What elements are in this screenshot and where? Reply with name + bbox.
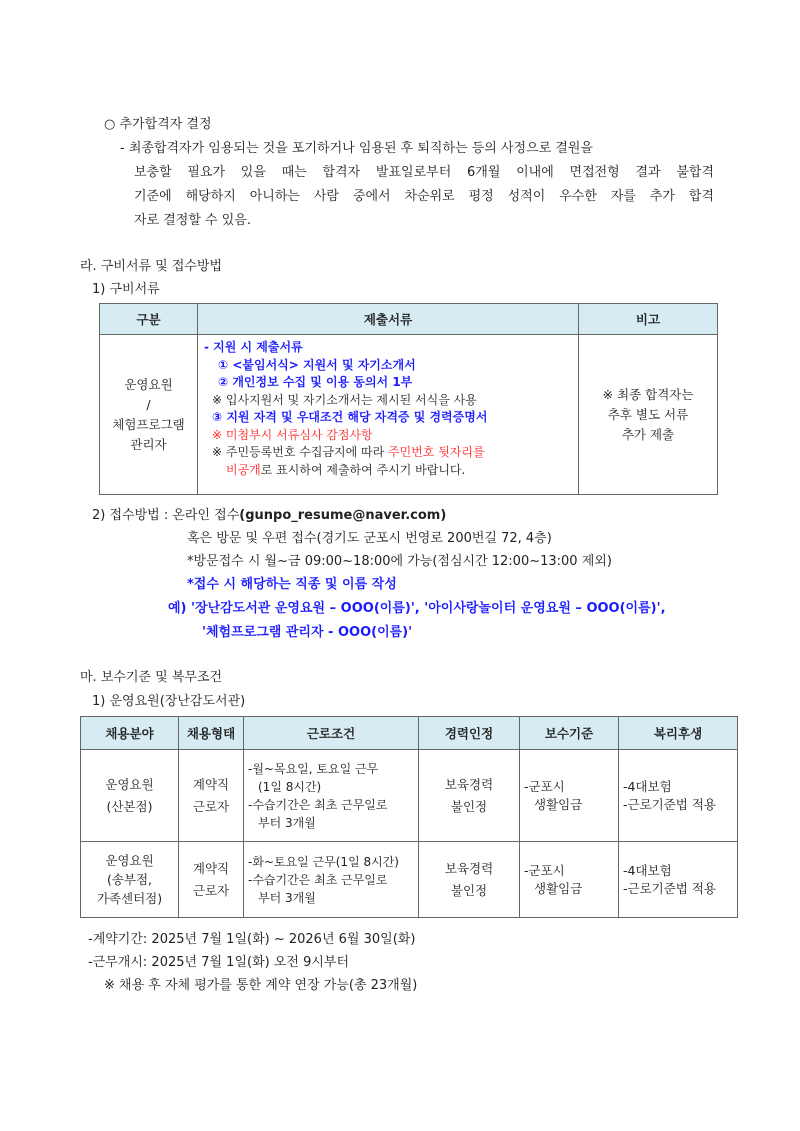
section-ma-sub1: 1) 운영요원(장난감도서관) [92,694,246,709]
field-cell [81,842,179,918]
doc-note-2: ※ 미첨부시 서류심사 감점사항 [212,427,373,442]
remark-cell [579,335,718,495]
th-type: 채용형태 [179,717,244,750]
category-cell [100,335,198,495]
note3-c: 비공개 [226,462,261,477]
career-line: 보육경력 [444,860,494,876]
extra-line-3: 기준에 해당하지 아니하는 사람 중에서 차순위로 평정 성적이 우수한 자를 추가 합격 [134,189,714,204]
th-welfare: 복리후생 [619,717,738,750]
cond-line: 부터 3개월 [258,815,316,830]
section-ra-title: 라. 구비서류 및 접수방법 [80,259,223,274]
method-line-2: 혹은 방문 및 우편 접수(경기도 군포시 번영로 200번길 72, 4층) [187,531,552,546]
welfare-cell [619,842,738,918]
type-line: 근로자 [192,882,230,898]
cond-line: -수습기간은 최초 근무일로 [248,872,388,887]
contract-period: -계약기간: 2025년 7월 1일(화) ~ 2026년 6월 30일(화) [88,932,416,947]
doc-note-3-cont [204,462,572,480]
th-field: 채용분야 [81,717,179,750]
pay-table [80,716,738,918]
condition-cell [244,750,419,842]
pay-line: 생활임금 [534,796,583,812]
extra-line-1: - 최종합격자가 임용되는 것을 포기하거나 임용된 후 퇴직하는 등의 사정으로 결원을 [120,141,593,156]
doc-item-1: ① <붙임서식> 지원서 및 자기소개서 [218,357,416,372]
section-ra-sub1: 1) 구비서류 [92,282,160,297]
th-career: 경력인정 [419,717,520,750]
cond-line: -화~토요일 근무(1일 8시간) [248,854,399,869]
remark-line: 추후 별도 서류 [607,406,689,422]
remark-line: ※ 최종 합격자는 [602,386,694,402]
remark-line: 추가 제출 [621,426,675,442]
extension-note: ※ 채용 후 자체 평가를 통한 계약 연장 가능(총 23개월) [104,978,418,993]
th-condition: 근로조건 [244,717,419,750]
doc-item-2: ② 개인정보 수집 및 이용 동의서 1부 [218,375,413,389]
category-line: / [146,396,151,412]
pay-cell [520,842,619,918]
th-category: 구분 [100,304,198,335]
field-line: 운영요원 [105,776,154,792]
method-line-1 [92,504,446,523]
welfare-line: -4대보험 [623,778,672,794]
doc-note-1: ※ 입사지원서 및 자기소개서는 제시된 서식을 사용 [212,392,477,407]
documents-table [99,303,718,495]
doc-note-3 [204,444,572,462]
method-line-3: *방문접수 시 월~금 09:00~18:00에 가능(점심시간 12:00~13:00 제외) [187,554,612,569]
type-line: 계약직 [192,776,230,792]
cond-line: -월~목요일, 토요일 근무 [248,761,379,776]
table-row [81,750,738,842]
field-cell [81,750,179,842]
welfare-cell [619,750,738,842]
field-line: (산본점) [106,798,153,814]
type-line: 계약직 [192,860,230,876]
doc-title: - 지원 시 제출서류 [204,340,303,354]
cond-line: (1일 8시간) [258,779,322,794]
extra-line-4: 자로 결정할 수 있음. [134,213,251,228]
pay-line: -군포시 [524,778,565,794]
note3-a: ※ 주민등록번호 수집금지에 따라 [212,445,389,459]
type-cell [179,750,244,842]
field-line: 운영요원 [105,853,154,868]
extra-heading: ○ 추가합격자 결정 [104,117,212,132]
category-line: 운영요원 [124,376,173,392]
method-example-2: '체험프로그램 관리자 - OOO(이름)' [202,625,413,640]
extra-line-2: 보충할 필요가 있을 때는 합격자 발표일로부터 6개월 이내에 면접전형 결과 불합격 [134,165,714,180]
work-start: -근무개시: 2025년 7월 1일(화) 오전 9시부터 [88,955,350,970]
type-cell [179,842,244,918]
method-label: 2) 접수방법 : 온라인 접수 [92,508,240,523]
note3-b: 주민번호 뒷자리를 [388,445,485,459]
th-pay: 보수기준 [520,717,619,750]
pay-line: 생활임금 [534,880,583,896]
doc-item-3: ③ 지원 자격 및 우대조건 해당 자격증 및 경력증명서 [212,410,488,424]
category-line: 관리자 [130,436,167,452]
pay-line: -군포시 [524,862,565,878]
career-line: 불인정 [450,882,488,898]
table-row [81,842,738,918]
field-line: (송부점, [106,872,153,887]
note3-d: 로 표시하여 제출하여 주시기 바랍니다. [260,462,466,477]
method-example-1: 예) '장난감도서관 운영요원 – OOO(이름)', '아이사랑놀이터 운영요원 – OOO(이름)', [168,601,666,616]
th-documents: 제출서류 [198,304,579,335]
method-line-4: *접수 시 해당하는 직종 및 이름 작성 [187,577,397,592]
method-email: (gunpo_resume@naver.com) [239,508,447,523]
career-line: 보육경력 [444,776,494,792]
pay-cell [520,750,619,842]
category-line: 체험프로그램 [112,416,185,432]
career-cell [419,842,520,918]
career-line: 불인정 [450,798,488,814]
welfare-line: -근로기준법 적용 [623,880,717,896]
career-cell [419,750,520,842]
cond-line: -수습기간은 최초 근무일로 [248,797,388,812]
documents-cell [198,335,579,495]
welfare-line: -4대보험 [623,862,672,878]
field-line: 가족센터점) [96,891,163,906]
section-ma-title: 마. 보수기준 및 복무조건 [80,670,223,685]
cond-line: 부터 3개월 [258,890,316,905]
welfare-line: -근로기준법 적용 [623,796,717,812]
type-line: 근로자 [192,798,230,814]
condition-cell [244,842,419,918]
th-remark: 비고 [579,304,718,335]
